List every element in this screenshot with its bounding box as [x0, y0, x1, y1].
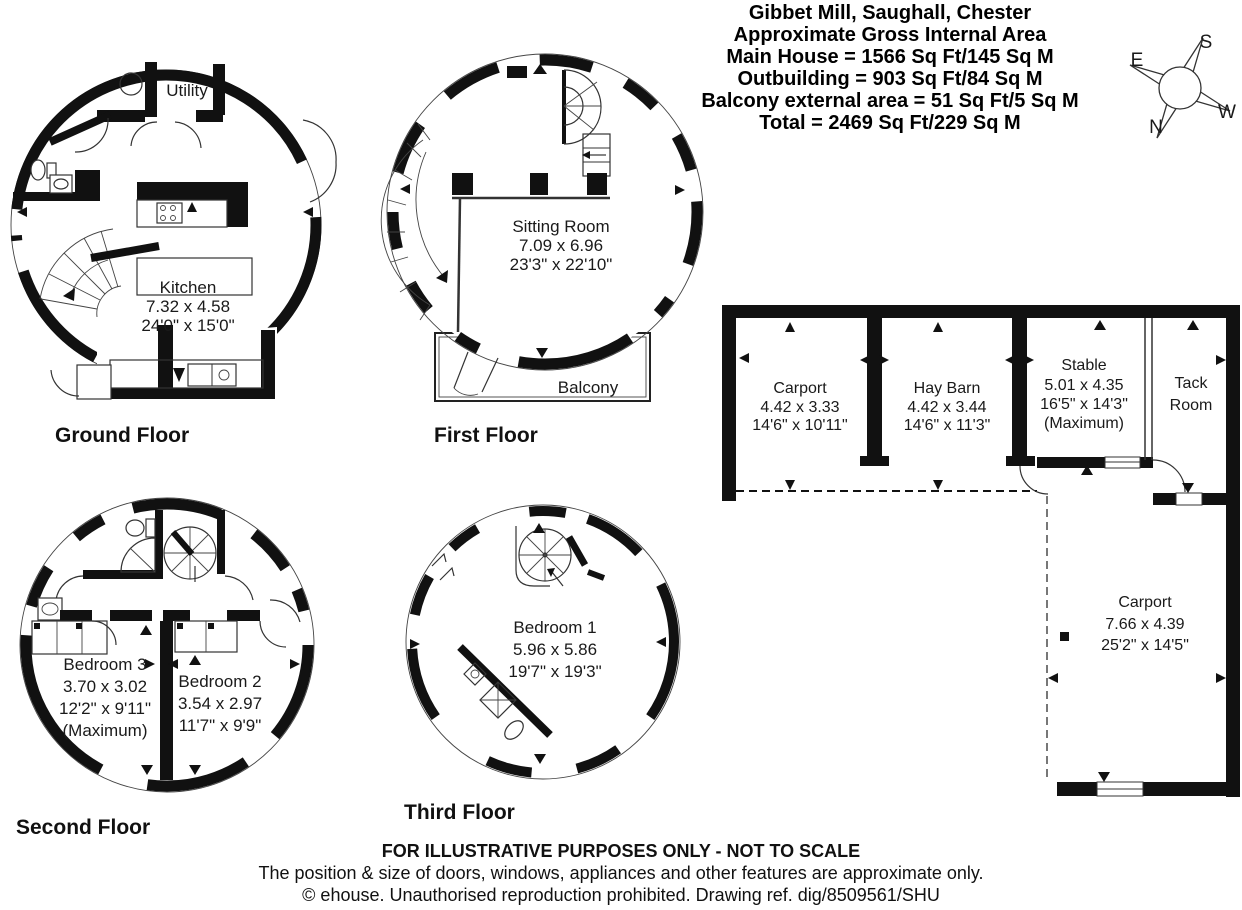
compass-east-label: E [1130, 50, 1144, 71]
compass-north-label: N [1149, 117, 1163, 138]
kitchen-metric: 7.32 x 4.58 [145, 297, 231, 316]
first-floor-label: First Floor [434, 424, 538, 447]
kitchen-imperial: 24'0" x 15'0" [141, 316, 235, 335]
bedroom3-imperial: 12'2" x 9'11" [59, 699, 151, 718]
bedroom2-metric: 3.54 x 2.97 [177, 694, 263, 713]
balcony-label: Balcony [557, 378, 619, 397]
hay-barn-imperial: 14'6" x 11'3" [903, 417, 991, 434]
bedroom3-note: (Maximum) [62, 721, 148, 740]
outbuilding-room-labels [752, 357, 1212, 654]
third-floor-plan [398, 492, 698, 832]
carport1-metric: 4.42 x 3.33 [760, 399, 840, 416]
outbuilding-area: Outbuilding = 903 Sq Ft/84 Sq M [737, 68, 1043, 90]
stable-name: Stable [1061, 357, 1107, 374]
ground-floor-label: Ground Floor [55, 424, 190, 447]
tack-room-name-line2: Room [1169, 397, 1213, 414]
bedroom1-imperial: 19'7" x 19'3" [508, 662, 602, 681]
area-subtitle: Approximate Gross Internal Area [733, 24, 1047, 46]
bedroom3-metric: 3.70 x 3.02 [62, 677, 148, 696]
footer-disclaimer [0, 840, 1242, 906]
compass-rose-icon [1118, 26, 1242, 150]
third-floor-room-labels [508, 618, 601, 681]
stable-imperial: 16'5" x 14'3" [1040, 396, 1128, 413]
main-house-area: Main House = 1566 Sq Ft/145 Sq M [726, 46, 1054, 68]
bedroom3-name: Bedroom 3 [63, 655, 147, 674]
copyright-line: © ehouse. Unauthorised reproduction prohibited. Drawing ref. dig/8509561/SHU [302, 885, 940, 905]
first-floor-plan [378, 42, 718, 442]
third-floor-label: Third Floor [404, 801, 515, 824]
hay-barn-metric: 4.42 x 3.44 [907, 399, 987, 416]
carport2-metric: 7.66 x 4.39 [1105, 616, 1185, 633]
disclaimer-line1: FOR ILLUSTRATIVE PURPOSES ONLY - NOT TO SCALE [381, 841, 861, 861]
kitchen-name: Kitchen [159, 278, 217, 297]
ground-floor-plan [5, 42, 340, 422]
disclaimer-line2: The position & size of doors, windows, appliances and other features are approximate only. [258, 863, 984, 883]
carport2-name: Carport [1118, 594, 1172, 611]
carport1-imperial: 14'6" x 10'11" [752, 417, 848, 434]
hay-barn-name: Hay Barn [913, 380, 981, 397]
first-floor-rim [387, 54, 703, 370]
second-floor-plan [8, 488, 328, 843]
carport2-imperial: 25'2" x 14'5" [1101, 637, 1189, 654]
sitting-room-imperial: 23'3" x 22'10" [509, 255, 613, 274]
total-area: Total = 2469 Sq Ft/229 Sq M [759, 112, 1021, 134]
outbuilding-plan [715, 300, 1242, 805]
utility-label: Utility [166, 81, 208, 100]
carport1-name: Carport [773, 380, 827, 397]
property-title: Gibbet Mill, Saughall, Chester [748, 2, 1032, 24]
stable-metric: 5.01 x 4.35 [1044, 377, 1124, 394]
sitting-room-name: Sitting Room [512, 217, 610, 236]
compass-south-label: S [1199, 32, 1213, 53]
tack-room-name-line1: Tack [1174, 375, 1208, 392]
stable-note: (Maximum) [1044, 415, 1124, 432]
balcony-area: Balcony external area = 51 Sq Ft/5 Sq M [701, 90, 1079, 112]
sitting-room-metric: 7.09 x 6.96 [518, 236, 604, 255]
bedroom1-metric: 5.96 x 5.86 [512, 640, 598, 659]
second-floor-label: Second Floor [16, 816, 151, 839]
outbuilding-walls [722, 305, 1240, 797]
bedroom1-name: Bedroom 1 [513, 618, 597, 637]
bedroom2-name: Bedroom 2 [178, 672, 262, 691]
bedroom2-imperial: 11'7" x 9'9" [178, 716, 262, 735]
compass-west-label: W [1218, 102, 1236, 123]
